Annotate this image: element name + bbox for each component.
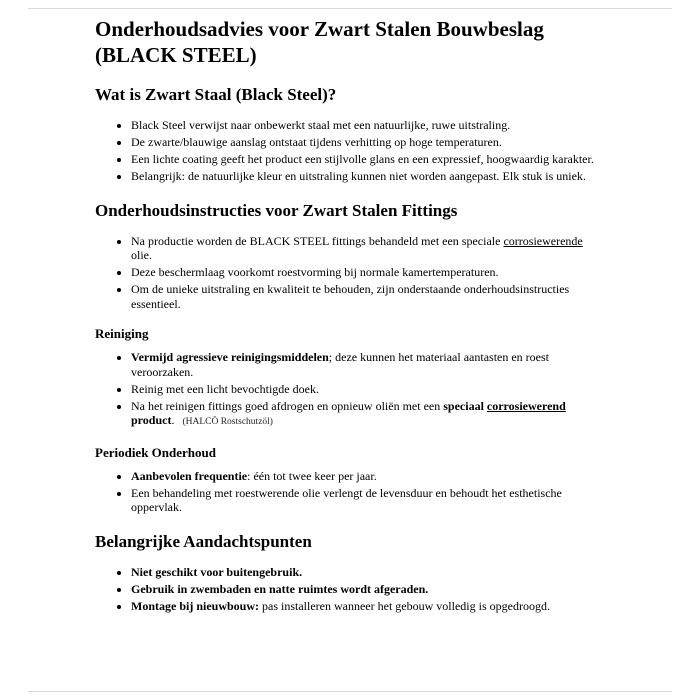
page-edge-top: [28, 8, 672, 9]
text-segment: Om de unieke uitstraling en kwaliteit te behouden, zijn onderstaande onderhoudsinstructies essentieel.: [131, 282, 570, 311]
subsection-heading: Reiniging: [95, 326, 149, 341]
text-segment: Niet geschikt voor buitengebruik.: [131, 564, 303, 579]
bullet-item: [131, 582, 606, 597]
text-segment: Na het reinigen fittings goed afdrogen en opnieuw oliën met een: [131, 398, 444, 413]
bullet-list: [95, 118, 612, 184]
text-segment: : één tot twee keer per jaar.: [247, 468, 377, 483]
text-segment: De zwarte/blauwige aanslag ontstaat tijdens verhitting op hoge temperaturen.: [131, 135, 502, 149]
subsection-heading: Periodiek Onderhoud: [95, 444, 216, 460]
bullet-item: [131, 265, 606, 280]
bullet-item: [131, 382, 606, 397]
bullet-item: [131, 469, 606, 484]
bullet-list: [95, 234, 612, 312]
bullet-list: [95, 350, 612, 430]
text-segment: .: [171, 413, 175, 427]
bullet-item: [131, 152, 606, 167]
bullet-item: [131, 234, 606, 263]
bullet-item: [131, 486, 606, 515]
bullet-item: [131, 565, 606, 580]
text-segment: corrosiewerende: [503, 233, 583, 248]
text-segment: Belangrijk: de natuurlijke kleur en uitstraling kunnen niet worden aangepast. Elk stuk is uniek.: [131, 169, 586, 183]
text-segment: Een lichte coating geeft het product een stijlvolle glans en een expressief, hoogwaardig karakter.: [131, 152, 594, 166]
text-segment: Aanbevolen frequentie: [131, 468, 248, 483]
page-edge-bottom: [28, 691, 672, 692]
bullet-item: [131, 118, 606, 133]
text-segment: corrosiewerend: [486, 398, 566, 413]
bullet-item: [131, 135, 606, 150]
text-segment: Black Steel verwijst naar onbewerkt staal met een natuurlijke, ruwe uitstraling.: [131, 118, 511, 132]
document-body: [95, 84, 612, 613]
text-segment: Vermijd agressieve reinigingsmiddelen: [131, 350, 329, 364]
section-heading: Onderhoudsinstructies voor Zwart Stalen Fittings: [95, 200, 458, 220]
text-segment: Gebruik in zwembaden en natte ruimtes wordt afgeraden.: [131, 581, 429, 596]
bullet-item: [131, 350, 606, 379]
bullet-item: [131, 169, 606, 184]
text-segment: Een behandeling met roestwerende olie verlengt de levensduur en behoudt het esthetische oppervlak.: [131, 485, 562, 514]
text-segment: (HALCÖ Rostschutzöl): [182, 417, 273, 427]
text-segment: ; deze kunnen het materiaal aantasten en roest veroorzaken.: [131, 350, 550, 379]
text-segment: Na productie worden de BLACK STEEL fittings behandeld met een speciale: [131, 233, 504, 248]
text-segment: Montage bij nieuwbouw:: [131, 598, 260, 613]
text-segment: pas installeren wanneer het gebouw volledig is opgedroogd.: [259, 598, 550, 613]
text-segment: speciaal: [443, 398, 487, 413]
text-segment: Deze beschermlaag voorkomt roestvorming bij normale kamertemperaturen.: [131, 265, 499, 279]
document-title: Onderhoudsadvies voor Zwart Stalen Bouwbeslag (BLACK STEEL): [95, 17, 544, 67]
bullet-item: [131, 282, 606, 311]
text-segment: Reinig met een licht bevochtigde doek.: [131, 381, 319, 396]
bullet-list: [95, 469, 612, 515]
bullet-list: [95, 565, 612, 614]
bullet-item: [131, 599, 606, 614]
text-segment: product: [131, 413, 172, 427]
text-segment: olie.: [131, 248, 152, 262]
section-heading: Belangrijke Aandachtspunten: [95, 531, 312, 551]
bullet-item: [131, 399, 606, 430]
section-heading: Wat is Zwart Staal (Black Steel)?: [95, 85, 337, 104]
